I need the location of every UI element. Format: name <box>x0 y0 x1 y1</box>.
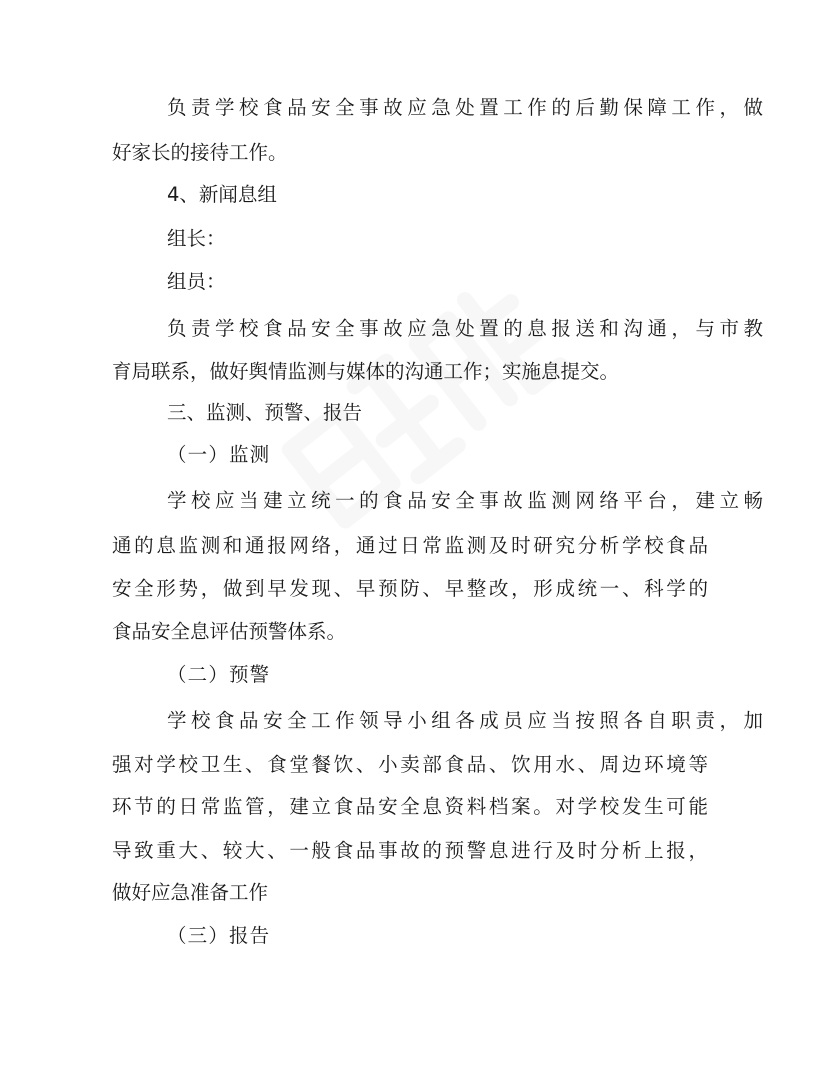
field-label-members: 组员： <box>167 270 226 293</box>
paragraph-line: 强对学校卫生、食堂餐饮、小卖部食品、饮用水、周边环境等 <box>112 753 708 776</box>
paragraph-line: 学校食品安全工作领导小组各成员应当按照各自职责，加 <box>167 709 763 732</box>
subsection-heading: （三）报告 <box>167 924 271 947</box>
paragraph-line: 负责学校食品安全事故应急处置工作的后勤保障工作，做 <box>167 96 763 119</box>
section-heading: 4、新闻息组 <box>167 183 277 206</box>
paragraph-line: 通的息监测和通报网络，通过日常监测及时研究分析学校食品 <box>112 534 708 557</box>
paragraph-line: 安全形势，做到早发现、早预防、早整改，形成统一、科学的 <box>112 577 708 600</box>
paragraph-line: 育局联系，做好舆情监测与媒体的沟通工作；实施息提交。 <box>112 360 620 383</box>
paragraph-line: 导致重大、较大、一般食品事故的预警息进行及时分析上报， <box>112 839 708 862</box>
section-heading: 三、监测、预警、报告 <box>167 401 363 424</box>
paragraph-line: 负责学校食品安全事故应急处置的息报送和沟通，与市教 <box>167 317 763 340</box>
field-label-leader: 组长： <box>167 227 226 250</box>
subsection-heading: （二）预警 <box>167 663 271 686</box>
paragraph-line: 食品安全息评估预警体系。 <box>112 620 347 643</box>
subsection-heading: （一）监测 <box>167 443 271 466</box>
paragraph-line: 好家长的接待工作。 <box>112 141 288 164</box>
paragraph-line: 学校应当建立统一的食品安全事故监测网络平台，建立畅 <box>167 489 763 512</box>
paragraph-line: 环节的日常监管，建立食品安全息资料档案。对学校发生可能 <box>112 795 708 818</box>
paragraph-line: 做好应急准备工作 <box>112 881 269 904</box>
